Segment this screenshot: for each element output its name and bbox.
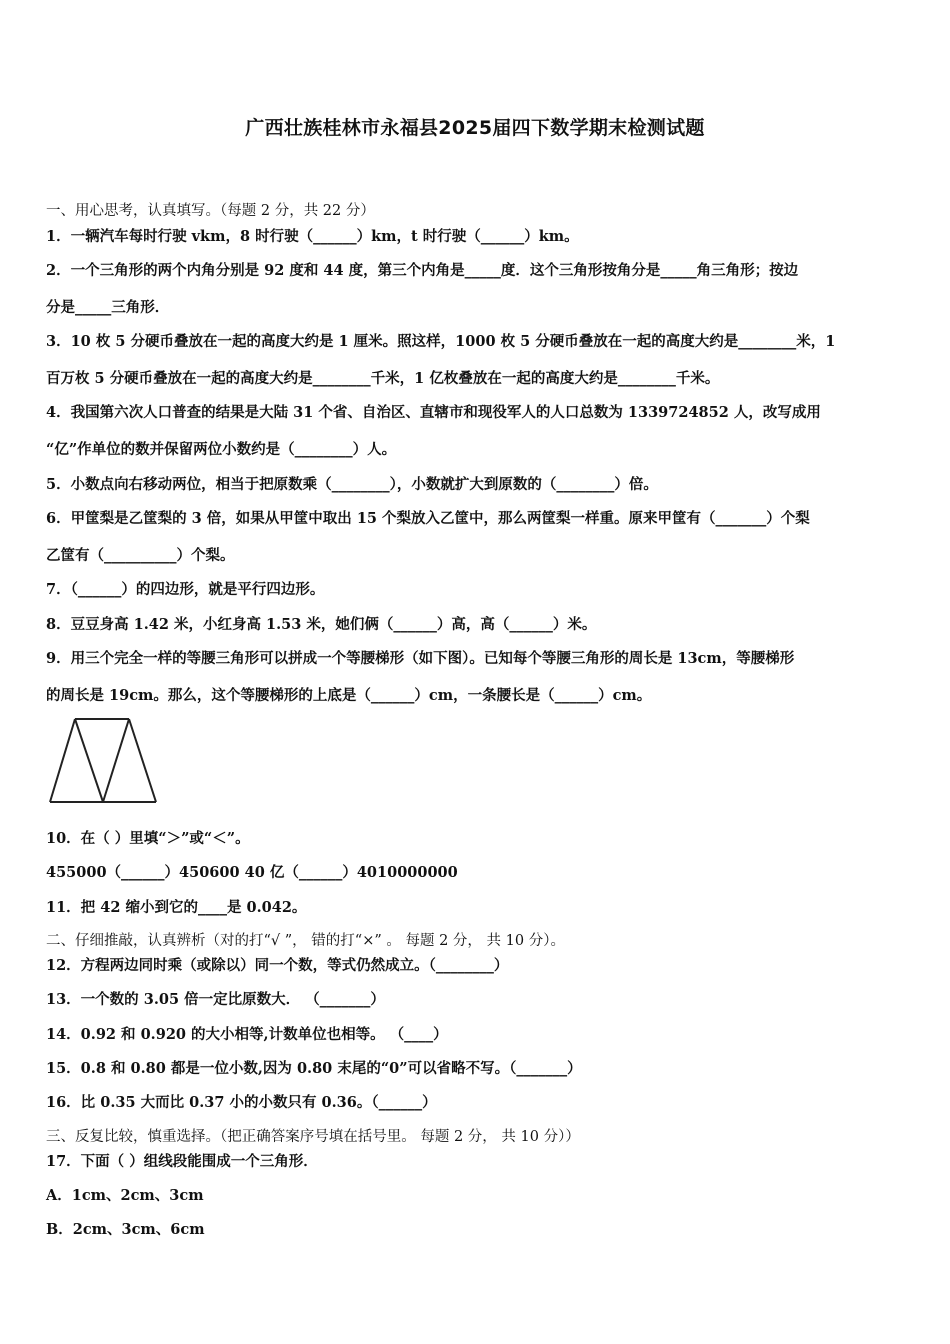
question-10: 10．在（ ）里填“＞”或“＜”。 — [46, 830, 250, 847]
question-13: 13．一个数的 3.05 倍一定比原数大． （_______） — [46, 991, 385, 1008]
question-3-line-1: 3．10 枚 5 分硬币叠放在一起的高度大约是 1 厘米。照这样，1000 枚 5 分硬币叠放在一起的高度大约是________米，1 — [46, 333, 836, 350]
question-9-line-1: 9．用三个完全一样的等腰三角形可以拼成一个等腰梯形（如下图）。已知每个等腰三角形的周长是 13cm，等腰梯形 — [46, 650, 795, 667]
section-heading-3: 三、反复比较，慎重选择。（把正确答案序号填在括号里。 每题 2 分， 共 10 分）） — [46, 1129, 580, 1145]
question-5: 5．小数点向右移动两位，相当于把原数乘（________），小数就扩大到原数的（________）倍。 — [46, 476, 658, 493]
question-2-line-1: 2．一个三角形的两个内角分别是 92 度和 44 度，第三个内角是_____度．这个三角形按角分是_____角三角形；按边 — [46, 262, 799, 279]
trapezoid-right-leg — [129, 719, 156, 802]
question-9-line-2: 的周长是 19cm。那么，这个等腰梯形的上底是（______）cm，一条腰长是（______）cm。 — [46, 687, 652, 704]
inner-line-left — [75, 719, 103, 802]
question-4-line-2: “亿”作单位的数并保留两位小数约是（________）人。 — [46, 441, 397, 458]
trapezoid-diagram — [46, 716, 161, 808]
question-10-items: 455000（______）450600 40 亿（______）4010000000 — [46, 864, 458, 881]
question-6-line-1: 6．甲筐梨是乙筐梨的 3 倍，如果从甲筐中取出 15 个梨放入乙筐中，那么两筐梨一样重。原来甲筐有（_______）个梨 — [46, 510, 810, 527]
question-2-line-2: 分是_____三角形． — [46, 299, 170, 316]
question-6-line-2: 乙筐有（__________）个梨。 — [46, 547, 235, 564]
question-3-line-2: 百万枚 5 分硬币叠放在一起的高度大约是________千米，1 亿枚叠放在一起的高度大约是________千米。 — [46, 370, 720, 387]
trapezoid-left-leg — [50, 719, 75, 802]
question-17-option-a: A．1cm、2cm、3cm — [46, 1187, 204, 1204]
question-14: 14．0.92 和 0.920 的大小相等,计数单位也相等。 （____） — [46, 1026, 448, 1043]
section-heading-1: 一、用心思考，认真填写。（每题 2 分，共 22 分） — [46, 203, 375, 219]
question-15: 15．0.8 和 0.80 都是一位小数,因为 0.80 末尾的“0”可以省略不写。（_______） — [46, 1060, 582, 1077]
trapezoid-figure — [46, 716, 161, 812]
section-heading-2: 二、仔细推敲，认真辨析（对的打“√ ”， 错的打“×” 。 每题 2 分， 共 10 分）。 — [46, 933, 565, 949]
inner-line-right — [103, 719, 129, 802]
question-16: 16．比 0.35 大而比 0.37 小的小数只有 0.36。（______） — [46, 1094, 437, 1111]
question-4-line-1: 4．我国第六次人口普查的结果是大陆 31 个省、自治区、直辖市和现役军人的人口总数为 1339724852 人，改写成用 — [46, 404, 821, 421]
page-title: 广西壮族桂林市永福县2025届四下数学期末检测试题 — [245, 117, 705, 139]
question-11: 11．把 42 缩小到它的____是 0.042。 — [46, 899, 307, 916]
question-7: 7．（______）的四边形，就是平行四边形。 — [46, 581, 325, 598]
question-12: 12．方程两边同时乘（或除以）同一个数，等式仍然成立。（________） — [46, 957, 509, 974]
question-8: 8．豆豆身高 1.42 米，小红身高 1.53 米，她们俩（______）高，高（______）米。 — [46, 616, 597, 633]
question-1: 1．一辆汽车每时行驶 vkm，8 时行驶（______）km，t 时行驶（______）km。 — [46, 228, 579, 245]
question-17: 17．下面（ ）组线段能围成一个三角形． — [46, 1153, 318, 1170]
question-17-option-b: B．2cm、3cm、6cm — [46, 1221, 205, 1238]
